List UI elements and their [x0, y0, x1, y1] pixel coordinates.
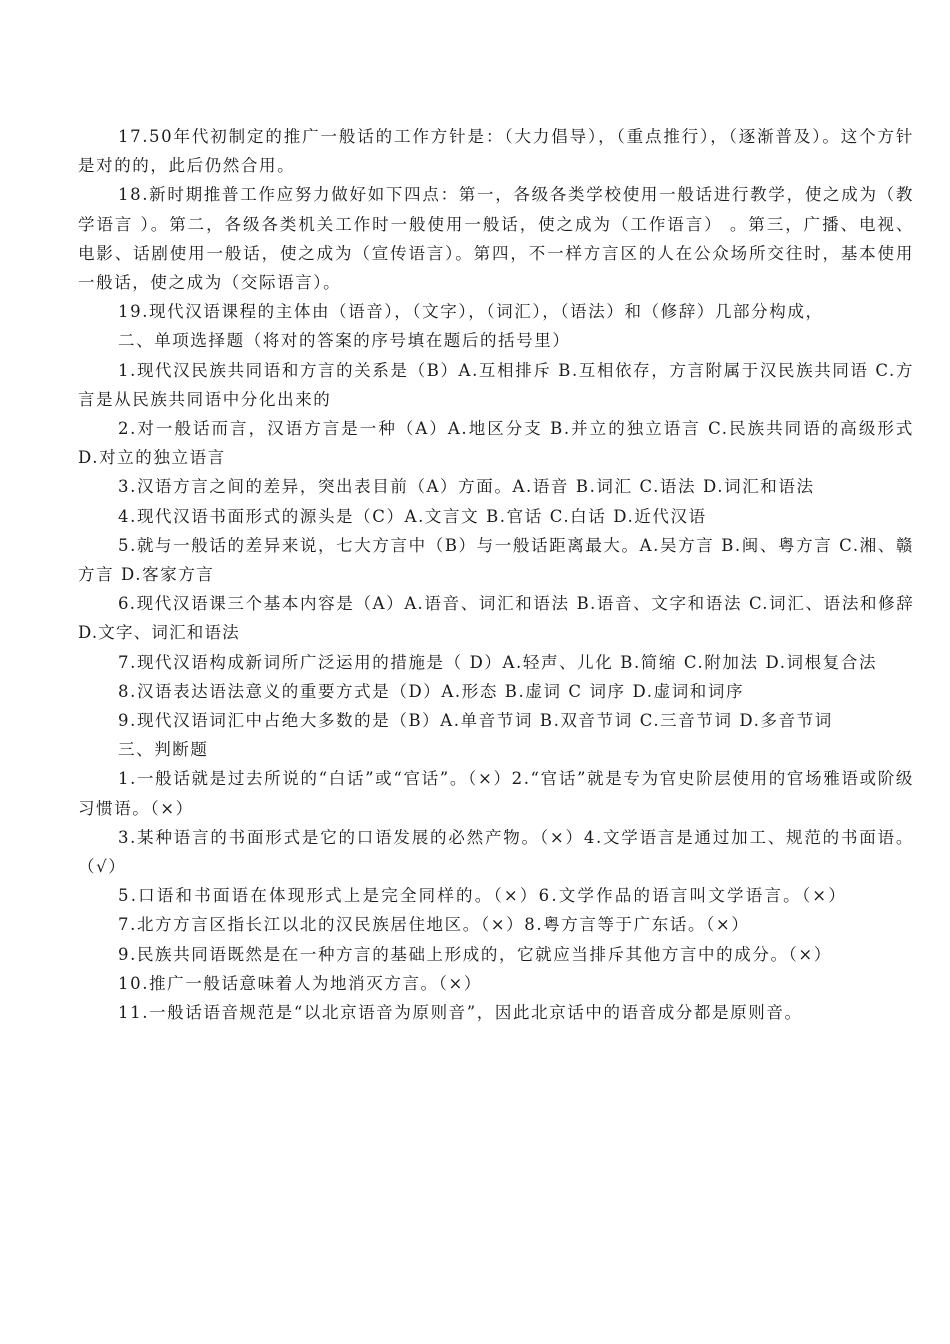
- item-17-promotion-policy: 17.50年代初制定的推广一般话的工作方针是：（大力倡导），（重点推行），（逐渐普及）。这个方针是对的的，此后仍然合用。: [78, 127, 914, 176]
- choice-question-4: 4.现代汉语书面形式的源头是（C）A.文言文 B.官话 C.白话 D.近代汉语: [118, 506, 707, 526]
- document-page: [78, 122, 914, 1027]
- judge-question-11: 11.一般话语音规范是“以北京语音为原则音”，因此北京话中的语音成分都是原则音。: [118, 1003, 803, 1023]
- judge-questions-7-8: 7.北方方言区指长江以北的汉民族居住地区。（×）8.粤方言等于广东话。（×）: [118, 915, 750, 935]
- choice-question-6: 6.现代汉语课三个基本内容是（A）A.语音、词汇和语法 B.语音、文字和语法 C.词汇、语法和修辞 D.文字、词汇和语法: [78, 594, 914, 643]
- item-18-four-points: 18.新时期推普工作应努力做好如下四点：第一，各级各类学校使用一般话进行教学，使之成为（教学语言 ）。第二，各级各类机关工作时一般使用一般话，使之成为（工作语言） 。第三，广播、电视、电影、话剧使用一般话，使之成为（宣传语言）。第四，不一样方言区的人在公众场所交往时，基本使用一般话，使之成为（交际语言）。: [78, 185, 914, 293]
- judge-questions-1-2: 1.一般话就是过去所说的“白话”或“官话”。（×）2.“官话”就是专为官史阶层使用的官场雅语或阶级习惯语。（×）: [78, 769, 914, 818]
- choice-question-5: 5.就与一般话的差异来说，七大方言中（B）与一般话距离最大。A.吴方言 B.闽、粤方言 C.湘、赣方言 D.客家方言: [78, 535, 914, 585]
- item-19-course-components: 19.现代汉语课程的主体由（语音），（文字），（词汇），（语法）和（修辞）几部分构成，: [118, 302, 824, 322]
- choice-question-7: 7.现代汉语构成新词所广泛运用的措施是（ D）A.轻声、儿化 B.简缩 C.附加法 D.词根复合法: [118, 652, 878, 672]
- choice-question-1: 1.现代汉民族共同语和方言的关系是（B）A.互相排斥 B.互相依存，方言附属于汉民族共同语 C.方言是从民族共同语中分化出来的: [78, 360, 914, 409]
- choice-question-9: 9.现代汉语词汇中占绝大多数的是（B）A.单音节词 B.双音节词 C.三音节词 D.多音节词: [118, 711, 833, 731]
- judge-questions-5-6: 5.口语和书面语在体现形式上是完全同样的。（×）6.文学作品的语言叫文学语言。（×）: [118, 886, 848, 906]
- choice-question-2: 2.对一般话而言，汉语方言是一种（A）A.地区分支 B.并立的独立语言 C.民族共同语的高级形式 D.对立的独立语言: [78, 419, 914, 468]
- judge-question-10: 10.推广一般话意味着人为地消灭方言。（×）: [118, 973, 483, 993]
- choice-question-8: 8.汉语表达语法意义的重要方式是（D）A.形态 B.虚词 C 词序 D.虚词和词序: [118, 681, 745, 701]
- section-heading-true-false: 三、判断题: [118, 740, 209, 760]
- section-heading-single-choice: 二、单项选择题（将对的答案的序号填在题后的括号里）: [118, 331, 571, 351]
- judge-question-9: 9.民族共同语既然是在一种方言的基础上形成的，它就应当排斥其他方言中的成分。（×）: [118, 944, 832, 964]
- choice-question-3: 3.汉语方言之间的差异，突出表目前（A）方面。A.语音 B.词汇 C.语法 D.词汇和语法: [118, 477, 815, 497]
- judge-questions-3-4: 3.某种语言的书面形式是它的口语发展的必然产物。（×）4.文学语言是通过加工、规范的书面语。（√）: [78, 827, 914, 877]
